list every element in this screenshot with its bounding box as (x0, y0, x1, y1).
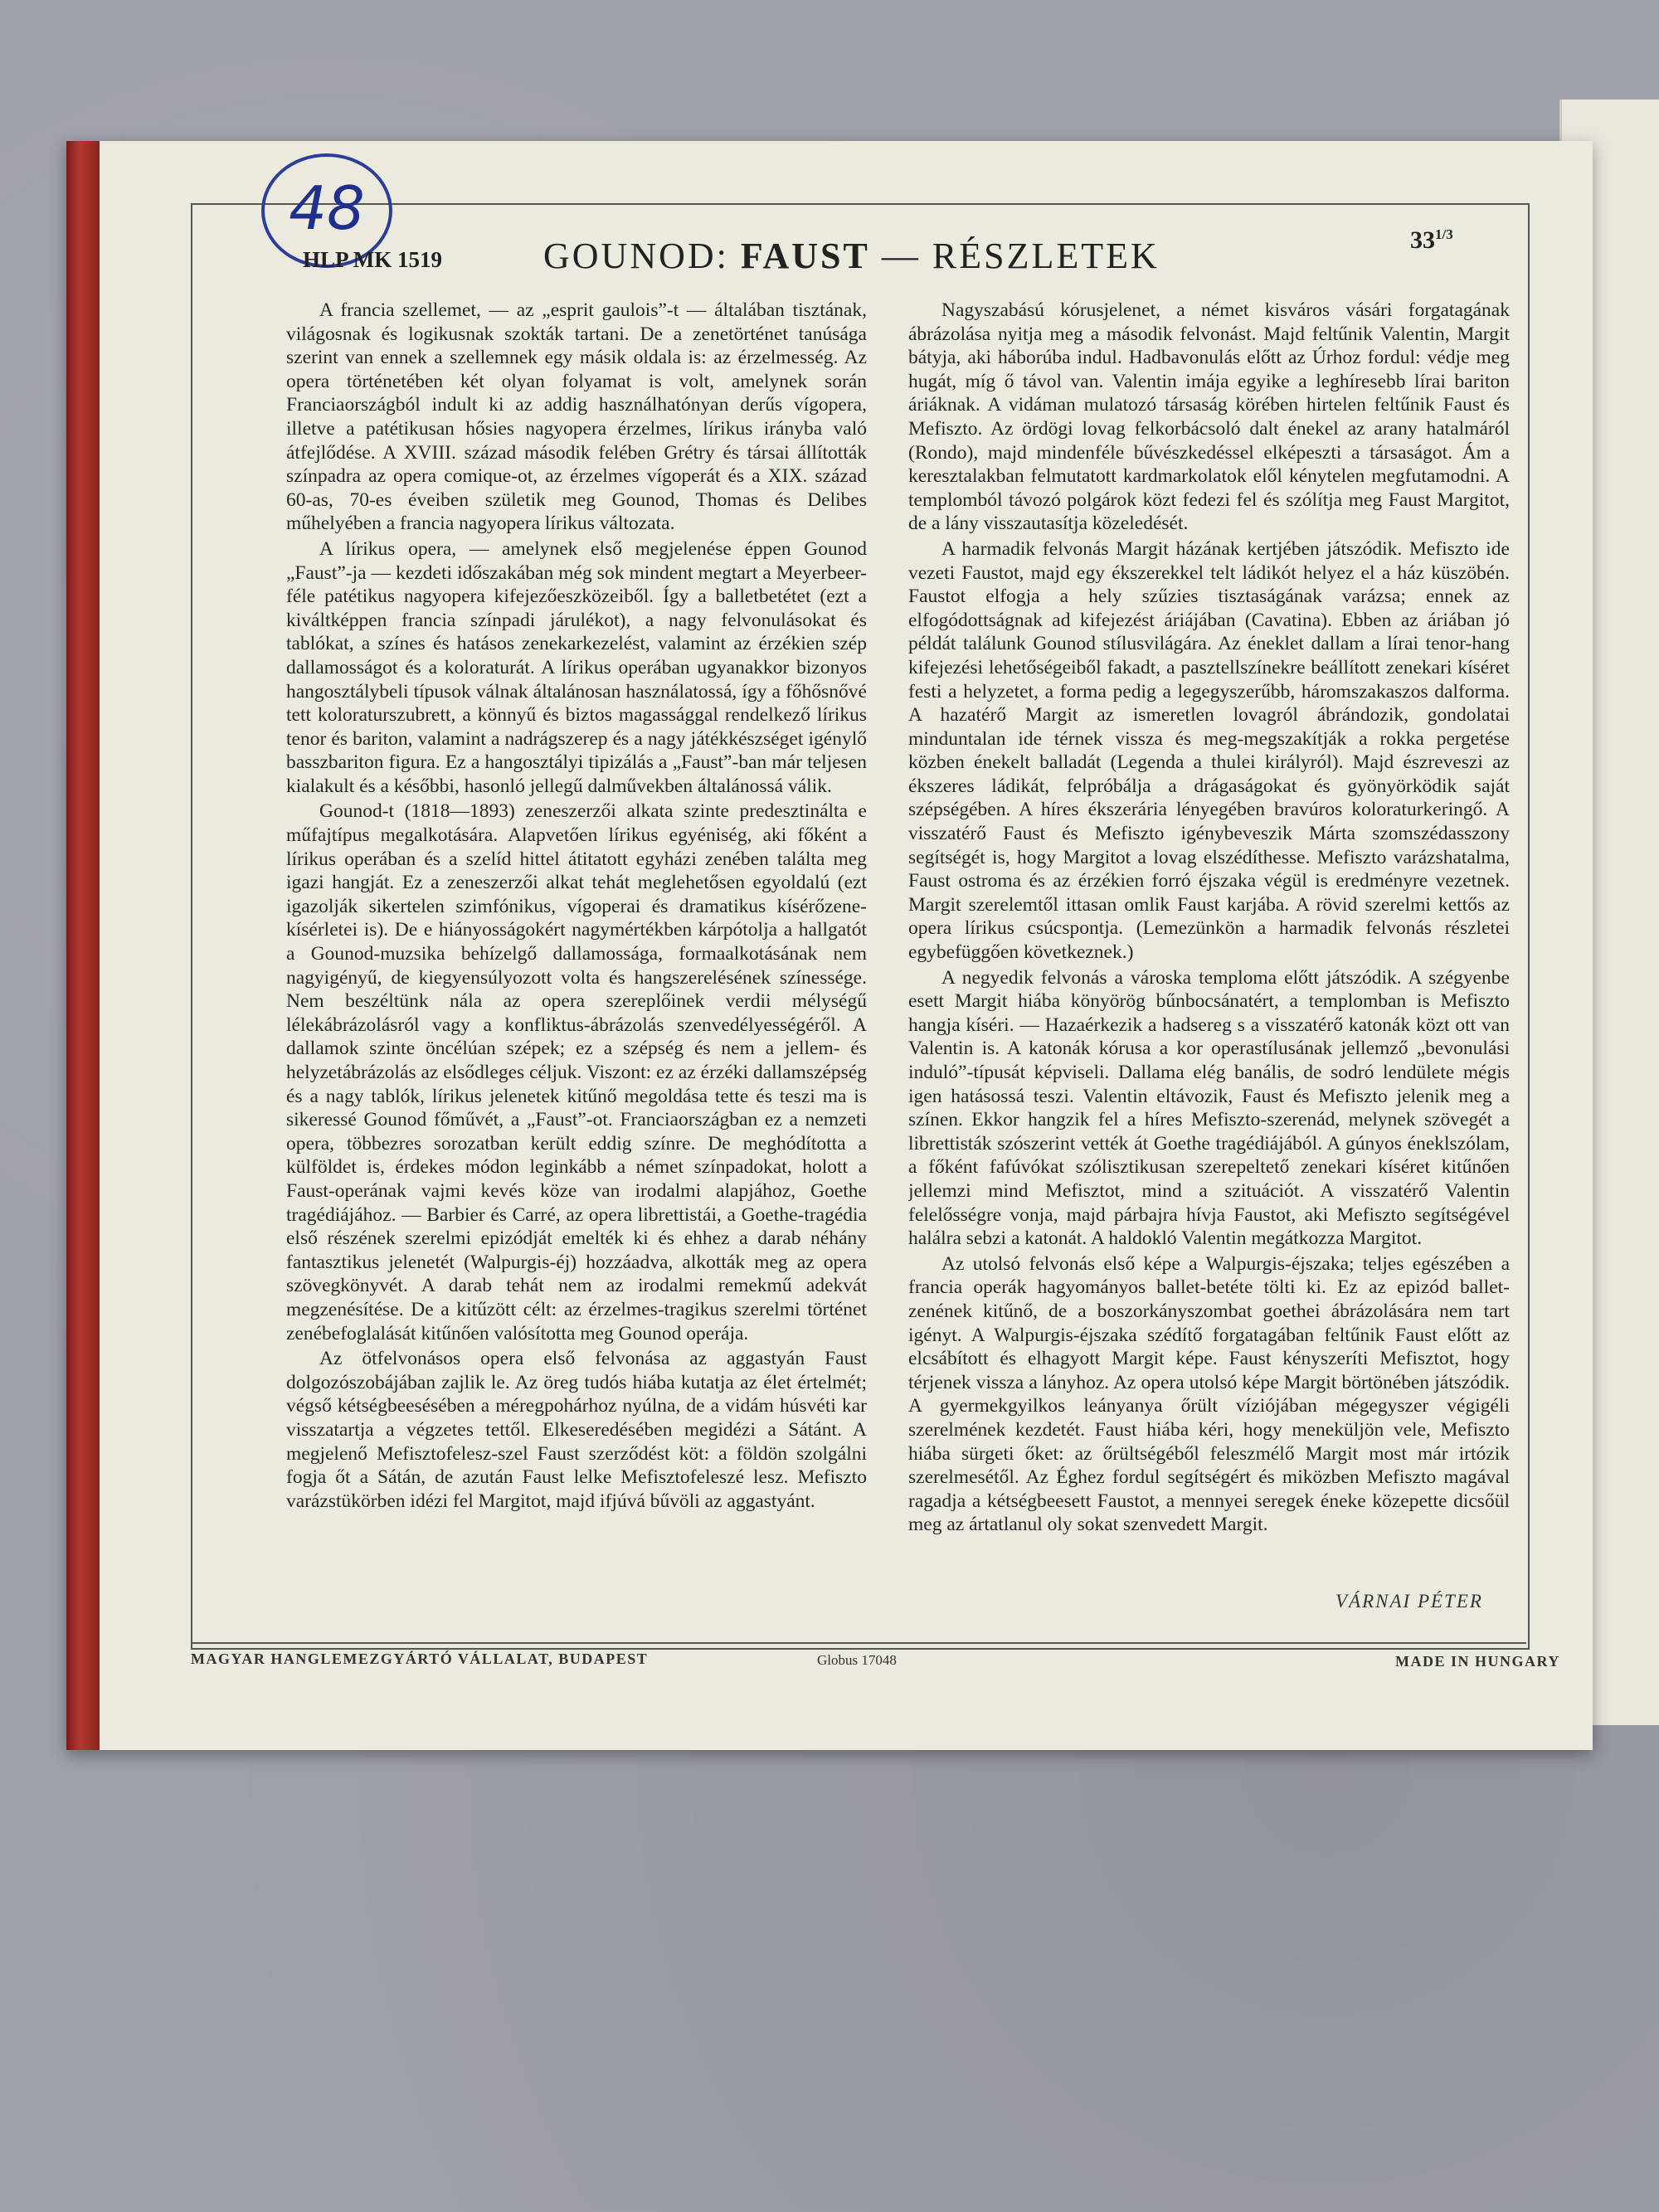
title-work: FAUST (740, 236, 870, 276)
paragraph: A francia szellemet, — az „esprit gaulois”-t — általában tisztának, világosnak és logikusnak szokták tartani. De a zenetörténet tanúsága szerint van ennek a szellemnek egy másik oldala is: az érzelmesség. Az opera történetében két olyan folyamat is volt, amelynek során Franciaországból indult ki az addig használhatónyan derűs vígopera, illetve a patétikusan hősies nagyopera érzelmes, lírikus irányba való átfejlődése. A XVIII. század második felében Grétry és társai állították színpadra az opera comique-ot, az érzelmes vígoperát és a XIX. század 60-as, 70-es éveiben születik meg Gounod, Thomas és Delibes műhelyében a francia nagyopera lírikus változata. (286, 299, 867, 535)
page-title (543, 235, 1373, 277)
paragraph: Az utolsó felvonás első képe a Walpurgis-éjszaka; teljes egészében a francia operák hagyományos ballet-betéte tölti ki. Ez az epizód ballet-zenének kitűnő, de a boszorkányszombat goethei ábrázolására nem tart igényt. A Walpurgis-éjszaka szédítő forgatagában feltűnik Faust előtt az elcsábított és elhagyott Margit képe. Faust kényszeríti Mefisztot, hogy térjenek vissza a lányhoz. Az opera utolsó képe Margit börtönében játszódik. A gyermekgyilkos leányanya őrült víziójában mégegyszer végigéli szerelmének kezdetét. Faust hiába kéri, hogy meneküljön vele, Mefiszto hiába sürgeti őket: az őrültségéből feleszmélő Margit most már irtózik szerelmesétől. Az Éghez fordul segítségért és miközben Mefiszto magával ragadja a kétségbeesett Faustot, a mennyei seregek éneke közepette dicsőül meg az ártatlanul oly sokat szenvedett Margit. (908, 1252, 1510, 1536)
title-subtitle: — RÉSZLETEK (869, 236, 1160, 276)
publisher-name: MAGYAR HANGLEMEZGYÁRTÓ VÁLLALAT, BUDAPEST (191, 1650, 649, 1667)
paragraph: Az ötfelvonásos opera első felvonása az aggastyán Faust dolgozószobájában zajlik le. Az öreg tudós hiába kutatja az élet értelmét; végső kétségbeesésében a méregpohárhoz nyúlna, de a vidám húsvéti kar visszatartja a végzetes tettől. Elkeseredésében megidézi a Sátánt. A megjelenő Mefisztofelesz-szel Faust szerződést köt: a földön szolgálni fogja őt a Sátán, de azután Faust lelke Mefisztofeleszé lesz. Mefiszto varázstükörben idézi fel Margitot, majd ifjúvá bűvöli az aggastyánt. (286, 1348, 867, 1512)
title-composer: GOUNOD: (543, 236, 741, 276)
printer-code: Globus 17048 (817, 1652, 897, 1668)
paragraph: A negyedik felvonás a városka temploma előtt játszódik. A szégyenbe esett Margit hiába könyörög bűnbocsánatért, a templomban is Mefiszto hangja kíséri. — Hazaérkezik a hadsereg s a visszatérő katonák közt ott van Valentin is. A katonák kórusa a kor operastílusának jellemző „bevonulási induló”-típusát képviseli. Dallama elég banális, de sodró lendülete mégis igen hatásossá teszi. Valentin eltávozik, Faust és Mefiszto jelenik meg a színen. Ekkor hangzik fel a híres Mefiszto-szerenád, melynek szövegét a librettisták szószerint vették át Goethe tragédiájából. A gúnyos éneklszólam, a főként fafúvókat szólisztikusan szerepeltető zenekari kíséret kitűnően jellemzi mind Mefisztot, mind a szituációt. A visszatérő Valentin felelősségre vonja, majd párbajra hívja Faustot, aki Mefiszto segítségével halálra sebzi a katonát. A haldokló Valentin megátkozza Margitot. (908, 966, 1510, 1250)
paragraph: Nagyszabású kórusjelenet, a német kisváros vásári forgatagának ábrázolása nyitja meg a második felvonást. Majd feltűnik Valentin, Margit bátyja, aki háborúba indul. Hadbavonulás előtt az Úrhoz fordul: védje meg hugát, míg ő távol van. Valentin imája egyike a leghíresebb lírai bariton áriáknak. A vidáman mulatozó társaság körében hirtelen feltűnik Faust és Mefiszto. Az ördögi lovag felkorbácsoló dalt énekel az arany hatalmáról (Rondo), majd mindenféle bűvészkedéssel elképeszti a társaságot. Ám a keresztalakban felmutatott kardmarkolatok elől kénytelen megfutamodni. A templomból távozó polgárok közt fedezi fel és szólítja meg Faust Margitot, de a lány visszautasítja közeledését. (908, 299, 1510, 535)
record-speed (1410, 226, 1453, 255)
paragraph: A lírikus opera, — amelynek első megjelenése éppen Gounod „Faust”-ja — kezdeti időszakában még sok mindent megtart a Meyerbeer-féle patétikus nagyopera kifejezőeszközeiből. Így a balletbetétet (ezt a kiváltképpen francia színpadi járulékot), a nagy felvonulásokat és tablókat, a színes és hatásos zenekarkezelést, valamint az érzékien szép dallamosságot és a koloraturát. A lírikus operában ugyanakkor bizonyos hangosztálybeli típusok válnak általánosan használatossá, így a főhősnővé tett koloraturszubrett, a könnyű és biztos magassággal rendelkező lírikus tenor és bariton, valamint a nadrágszerep és a nagy játékkészséget igénylő basszbariton figura. Ez a hangosztályi tipizálás a „Faust”-ban már teljesen kialakult és a későbbi, hasonló jellegű dalművekben általánossá válik. (286, 537, 867, 797)
handwritten-number: 48 (261, 153, 392, 268)
paragraph: A harmadik felvonás Margit házának kertjében játszódik. Mefiszto ide vezeti Faustot, majd egy ékszerekkel telt ládikót helyez el a ház küszöbén. Faustot elfogja a hely szűzies tisztaságának varázsa; ennek az elfogódottságnak ad kifejezést áriájában (Cavatina). Ebben az áriában jó példát találunk Gounod stílusvilágára. Az éneklet dallam a lírai tenor-hang kifejezési lehetőségeiből fakadt, a pasztellszínekre beállított zenekari kíséret festi a helyzetet, a forma pedig a legegyszerűbb, háromszakaszos dalforma. A hazatérő Margit az ismeretlen lovagról ábrándozik, gondolatai minduntalan ide térnek vissza és meg-megszakítják a rokka pergetése közben énekelt balladát (Legenda a thulei királyról). Majd észreveszi az ékszeres ládikát, felpróbálja a drágaságokat és gyönyörködik saját szépségében. A híres ékszerária lényegében bravúros koloraturkeringő. A visszatérő Faust és Mefiszto igénybeveszik Márta szomszédasszony segítségét is, hogy Margitot a lovag elszédíthesse. Mefiszto varázshatalma, Faust ostroma és az érzékien forró éjszaka végül is eredményre vezetnek. Margit szerelemtől ittasan omlik Faust karjába. A rövid szerelmi kettős az opera lírikus csúcspontja. (Lemezünkön a harmadik felvonás részletei egybefüggően következnek.) (908, 537, 1510, 964)
right-column (908, 299, 1510, 1592)
sleeve-spine (66, 141, 100, 1750)
footer-divider (191, 1642, 1526, 1644)
catalog-number: HLP MK 1519 (303, 247, 442, 272)
paragraph: Gounod-t (1818—1893) zeneszerzői alkata szinte predesztinálta e műfajtípus megalkotására. Alapvetően lírikus egyéniség, aki főként a lírikus operában és a szelíd hittel átitatott egyházi zenében találta meg igazi hangját. Ez a zeneszerzői alkat tehát meglehetősen egyoldalú (ezt igazolják sikertelen szimfónikus, vígoperai és dramatikus kísérőzene-kísérletei is). De e hiányosságokért nagymértékben kárpótolja a hallgatót a Gounod-muzsika behízelgő dallamossága, formaalkotásának nem nagyigényű, de kiegyensúlyozott volta és hangszerelésének színessége. Nem beszéltünk nála az opera szereplőinek verdii mélységű lélekábrázolásról vagy a konfliktus-ábrázolás szenvedélyességéről. A dallamok szinte öncélúan szépek; ez a szépség és nem a jellem- és helyzetábrázolás az elsődleges céljuk. Viszont: ez az érzéki dallamszépség és a nagy tablók, lírikus jelenetek kitűnő megoldása tette és teszi ma is sikeressé Gounod főművét, a „Faust”-ot. Franciaországban ez a nemzeti opera, többezres sorozatban került eddig színre. De meghódította a külföldet is, érdekes módon leginkább a német színpadokat, holott a Faust-operának vajmi kevés köze van irodalmi alapjához, Goethe tragédiájához. — Barbier és Carré, az opera librettistái, a Goethe-tragédia első részének szerelmi epizódját emelték ki és ehhez a darab néhány fantasztikus jelenetét (Walpurgis-éj) hozzáadva, alkották meg az opera szövegkönyvét. A darab tehát nem az irodalmi remekmű adekvát megzenésítése. De a kitűzött célt: az érzelmes-tragikus szerelmi történet zenébefoglalását kitűnően valósította meg Gounod operája. (286, 800, 867, 1344)
speed-main: 33 (1410, 226, 1435, 254)
author-signature: VÁRNAI PÉTER (1335, 1591, 1483, 1612)
made-in-label: MADE IN HUNGARY (1395, 1653, 1560, 1670)
left-column (286, 299, 867, 1592)
speed-fraction: 1/3 (1435, 226, 1453, 242)
